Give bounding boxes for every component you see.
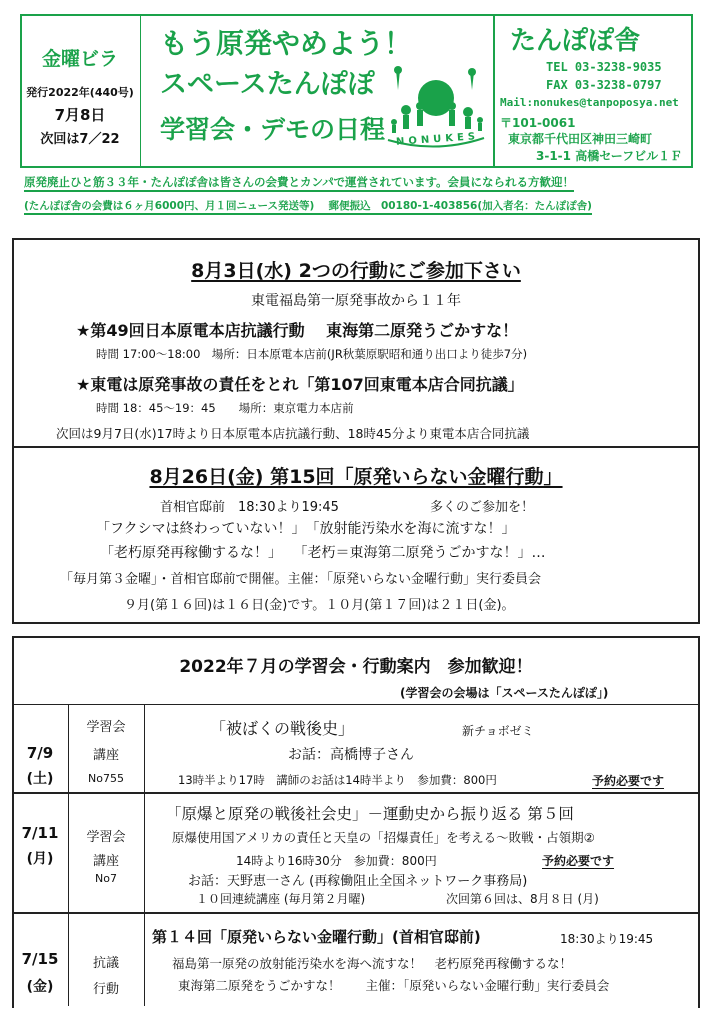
event2-location: 首相官邸前 18:30より19:45 — [160, 500, 339, 515]
row3-title: 第１４回「原発いらない金曜行動」(首相官邸前) — [152, 928, 481, 946]
row2-reserve: 予約必要です — [542, 854, 615, 868]
issue-date: 7月8日 — [54, 106, 106, 124]
event1-item1-detail: 時間 17:00～18:00 場所：日本原電本店前(JR秋葉原駅昭和通り出口より徒歩7分) — [96, 347, 528, 361]
event2-slogan2: 「老朽原発再稼働するな！」 「老朽＝東海第二原発うごかすな！」… — [100, 545, 546, 561]
event1-subtitle: 東電福島第一原発事故から１１年 — [251, 293, 461, 309]
schedule-note: (学習会の会場は「スペースたんぽぽ」) — [400, 686, 609, 700]
event2-slogan1: 「フクシマは終わっていない！」 「放射能汚染水を海に流すな！」 — [96, 521, 516, 537]
row2-subtitle: 原爆使用国アメリカの責任と天皇の「招爆責任」を考える～敗戦・占領期② — [172, 830, 595, 845]
row2-next: 次回第６回は、8月８日 (月) — [446, 892, 599, 906]
row2-title: 「原爆と原発の戦後社会史」－運動史から振り返る 第５回 — [166, 805, 574, 823]
row3-line1: 福島第一原発の放射能汚染水を海へ流すな！ 老朽原発再稼働するな！ — [172, 956, 573, 971]
row2-detail: 14時より16時30分 参加費：800円 — [236, 854, 437, 868]
row1-dow: (土) — [26, 771, 54, 787]
row1-speaker: お話：高橋博子さん — [288, 747, 414, 763]
event2-next: ９月(第１６回)は１６日(金)です。１０月(第１７回)は２１日(金)。 — [124, 598, 515, 613]
row2-type2: 講座 — [92, 854, 119, 869]
event1-item1: ★第49回日本原電本店抗議行動 東海第二原発うごかすな！ — [76, 321, 519, 340]
row1-date: 7/9 — [26, 744, 54, 762]
row1-tag: 新チョボゼミ — [462, 724, 534, 738]
row3-divider-b — [144, 912, 145, 1006]
issue-info: 発行2022年(440号) — [26, 86, 134, 99]
row1-type1: 学習会 — [86, 720, 126, 735]
event2-title: 8月26日(金) 第15回「原発いらない金曜行動」 — [149, 466, 563, 488]
row3-time: 18:30より19:45 — [560, 932, 654, 946]
event1-item2: ★東電は原発事故の責任をとれ「第107回東電本店合同抗議」 — [76, 375, 524, 394]
row1-detail: 13時半より17時 講師のお話は14時半より 参加費：800円 — [178, 773, 497, 787]
notice-line1: 原発廃止ひと筋３３年・たんぽぽ舎は皆さんの会費とカンパで運営されています。会員になられる方歓迎！ — [24, 174, 574, 192]
org-tel: TEL 03-3238-9035 — [546, 60, 662, 74]
row2-speaker: お話：天野恵一さん (再稼働阻止全国ネットワーク事務局) — [188, 874, 528, 889]
row2-divider-b — [144, 792, 145, 912]
org-addr1: 東京都千代田区神田三崎町 — [508, 132, 653, 146]
event1-item2-detail: 時間 18：45～19：45 場所：東京電力本店前 — [96, 401, 354, 415]
row2-date: 7/11 — [21, 824, 59, 842]
row1-divider-b — [144, 704, 145, 792]
row3-type2: 行動 — [92, 982, 119, 997]
row3-date: 7/15 — [21, 950, 59, 968]
row3-type1: 抗議 — [92, 956, 119, 971]
event1-title: 8月3日(水) 2つの行動にご参加下さい — [191, 260, 521, 282]
row1-type2: 講座 — [92, 748, 119, 763]
row1-number: No755 — [88, 772, 124, 785]
org-mail[interactable]: Mail:nonukes@tanpoposya.net — [500, 96, 679, 109]
org-addr2: 3-1-1 高橋セーフビル１Ｆ — [536, 149, 683, 163]
event1-next: 次回は9月7日(水)17時より日本原電本店抗議行動、18時45分より東電本店合同抗議 — [56, 426, 530, 441]
next-issue: 次回は7／22 — [40, 132, 120, 147]
row2-type1: 学習会 — [86, 830, 126, 845]
row3-line2: 東海第二原発をうごかすな！ 主催：「原発いらない金曜行動」実行委員会 — [178, 978, 610, 993]
row2-dow: (月) — [26, 851, 54, 867]
header-title-line2: スペースたんぽぽ — [160, 69, 375, 100]
header-title-line3: 学習会・デモの日程 — [160, 115, 386, 144]
notice-line2: (たんぽぽ舎の会費は６ヶ月6000円、月１回ニュース発送等) 郵便振込 00180-1-403856(加入者名：たんぽぽ舎) — [24, 198, 592, 215]
org-zip: 〒101-0061 — [500, 116, 576, 130]
row2-series: １０回連続講座 (毎月第２月曜) — [196, 892, 366, 906]
org-name: たんぽぽ舎 — [510, 26, 641, 56]
schedule-title: 2022年７月の学習会・行動案内 参加歓迎！ — [179, 657, 533, 677]
header-title-line1: もう原発やめよう！ — [160, 27, 413, 60]
row1-reserve: 予約必要です — [592, 774, 665, 788]
row1-title: 「被ばくの戦後史」 — [210, 719, 355, 738]
tanpopo-logo — [384, 62, 488, 160]
event2-call: 多くのご参加を！ — [430, 500, 535, 515]
row2-number: No7 — [95, 872, 117, 885]
logo-text: NONUKES — [395, 131, 480, 148]
event2-host: 「毎月第３金曜」・首相官邸前で開催。主催：「原発いらない金曜行動」実行委員会 — [60, 572, 542, 587]
row3-dow: (金) — [26, 979, 54, 995]
flyer-kind: 金曜ビラ — [41, 48, 118, 70]
org-fax: FAX 03-3238-0797 — [546, 78, 662, 92]
